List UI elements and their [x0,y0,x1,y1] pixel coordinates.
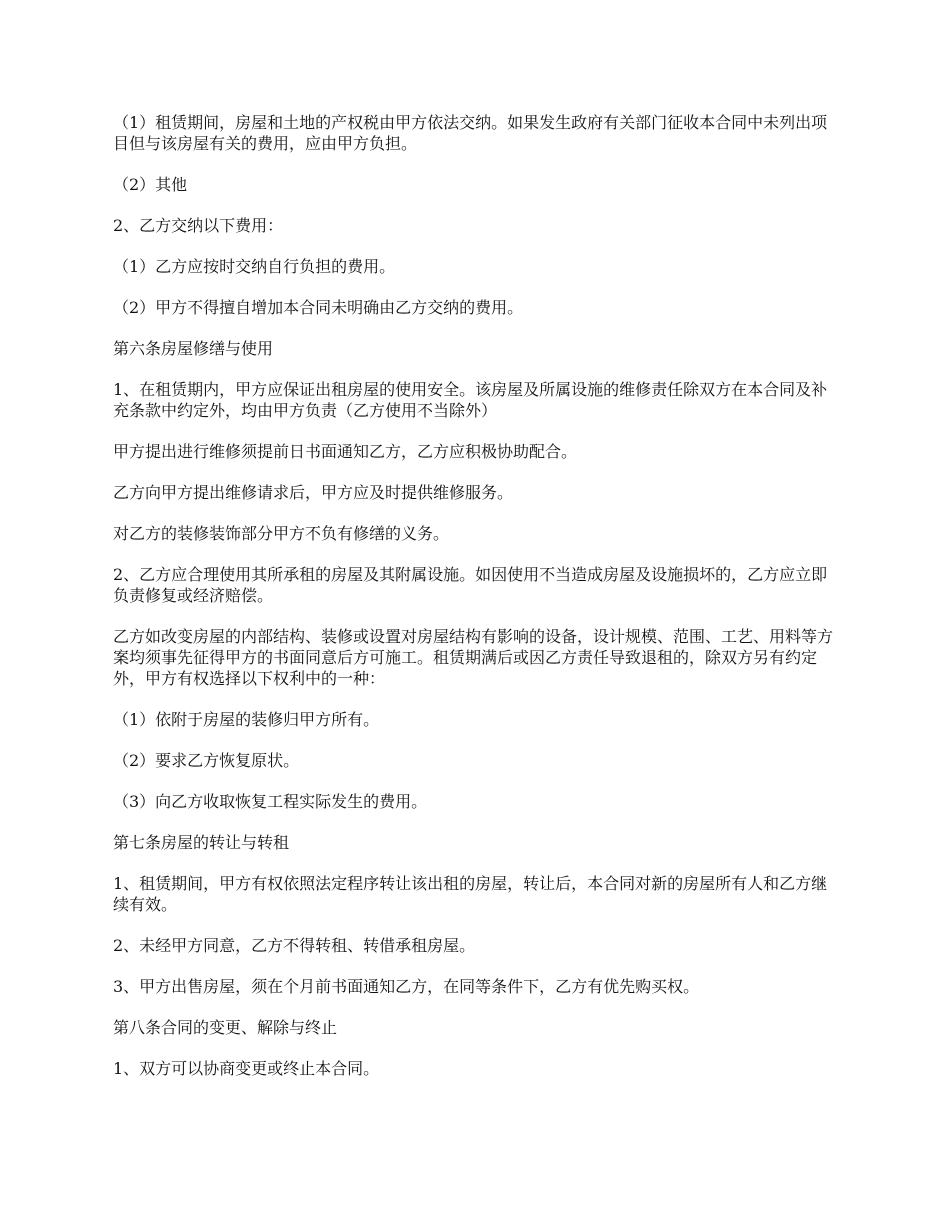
paragraph-repair-request: 乙方向甲方提出维修请求后，甲方应及时提供维修服务。 [113,483,514,502]
paragraph-property-tax: （1）租赁期间，房屋和土地的产权税由甲方依法交纳。如果发生政府有关部门征收本合同中未列出项目但与该房屋有关的费用，应由甲方负担。 [113,113,828,153]
paragraph-other: （2）其他 [113,175,188,194]
paragraph-structure-change: 乙方如改变房屋的内部结构、装修或设置对房屋结构有影响的设备，设计规模、范围、工艺、用料等方案均须事先征得甲方的书面同意后方可施工。租赁期满后或因乙方责任导致退租的，除双方另有约定外，甲方有权选择以下权利中的一种： [113,627,834,688]
paragraph-proper-use: 2、乙方应合理使用其所承租的房屋及其附属设施。如因使用不当造成房屋及设施损坏的，乙方应立即负责修复或经济赔偿。 [113,565,828,605]
paragraph-decoration-not-repaired: 对乙方的装修装饰部分甲方不负有修缮的义务。 [113,524,450,543]
section-heading-article-8: 第八条合同的变更、解除与终止 [113,1018,338,1037]
section-heading-article-6: 第六条房屋修缮与使用 [113,339,274,358]
paragraph-preemptive-right: 3、甲方出售房屋，须在个月前书面通知乙方，在同等条件下，乙方有优先购买权。 [113,977,700,996]
paragraph-transfer: 1、租赁期间，甲方有权依照法定程序转让该出租的房屋，转让后，本合同对新的房屋所有人和乙方继续有效。 [113,874,828,914]
paragraph-party-b-pay-on-time: （1）乙方应按时交纳自行负担的费用。 [113,257,396,276]
paragraph-mutual-termination: 1、双方可以协商变更或终止本合同。 [113,1059,380,1078]
paragraph-no-sublease: 2、未经甲方同意，乙方不得转租、转借承租房屋。 [113,936,476,955]
paragraph-no-extra-fees: （2）甲方不得擅自增加本合同未明确由乙方交纳的费用。 [113,298,524,317]
paragraph-option-2: （2）要求乙方恢复原状。 [113,751,300,770]
paragraph-party-b-fees-heading: 2、乙方交纳以下费用： [113,216,284,235]
document-body [113,112,838,1099]
paragraph-repair-notice: 甲方提出进行维修须提前日书面通知乙方，乙方应积极协助配合。 [113,442,578,461]
paragraph-option-3: （3）向乙方收取恢复工程实际发生的费用。 [113,792,428,811]
paragraph-option-1: （1）依附于房屋的装修归甲方所有。 [113,710,380,729]
section-heading-article-7: 第七条房屋的转让与转租 [113,833,290,852]
paragraph-safety-maintenance: 1、在租赁期内，甲方应保证出租房屋的使用安全。该房屋及所属设施的维修责任除双方在本合同及补充条款中约定外，均由甲方负责（乙方使用不当除外） [113,380,828,420]
